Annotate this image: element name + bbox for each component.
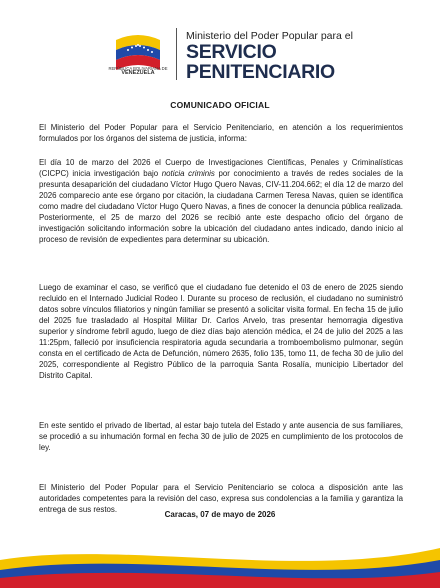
letterhead — [0, 0, 440, 96]
document-date: Caracas, 07 de mayo de 2026 — [164, 510, 276, 519]
logo-caption-line2: VENEZUELA — [121, 70, 155, 76]
logo-caption — [104, 66, 172, 76]
paragraph-3: Luego de examinar el caso, se verificó que el ciudadano fue detenido el 03 de enero de 2025 siendo recluido en el Internado Judicial Rodeo I. Durante su proceso de reclusión, el ciudadano no suministró datos sobre vínculos filiatorios y ningún familiar se presentó a solicitar visita formal. En fecha 15 de julio del 2025 fue trasladado al Hospital Militar Dr. Carlos Arvelo, tras presentar hemorragia digestiva superior y síndrome febril agudo, luego de diez días bajo atención médica, el 24 de julio del 2025 a las 11:25pm, falleció por insuficiencia respiratoria aguda secundaria a tromboembolismo pulmonar, según consta en el certificado de Acta de Defunción, número 2635, folio 135, tomo 11, de fecha 30 de julio del 2025, correspondiente al Registro Público de la parroquia Santa Rosalía, municipio Libertador del Distrito Capital. — [39, 283, 403, 380]
paragraph-1: El Ministerio del Poder Popular para el Servicio Penitenciario, en atención a los requerimientos formulados por los órganos del sistema de justicia, informa: — [39, 123, 403, 143]
service-title-line2: PENITENCIARIO — [186, 61, 335, 83]
service-title — [186, 42, 335, 82]
paragraph-4: En este sentido el privado de libertad, al estar bajo tutela del Estado y ante ausencia de sus familiares, se procedió a su inhumación formal en fecha 30 de julio de 2025 en cumplimiento de los protocolos de ley. — [39, 421, 403, 452]
paragraph-5: El Ministerio del Poder Popular para el Servicio Penitenciario se coloca a disposición ante las autoridades competentes para la revisión del caso, expresa sus condolencias a la familia y garantiza la entrega de sus restos. — [39, 483, 403, 514]
service-title-line1: SERVICIO — [186, 41, 277, 63]
flag-wave-footer — [0, 520, 440, 588]
paragraph-2-part-b: por conocimiento a través de redes sociales de la presunta desaparición del ciudadano Víctor Hugo Quero Navas, CIV-11.204.662; el día 12 de marzo del 2026 comparecio ante ese órgano por citación, la ciudadana Carmen Teresa Navas, quien se identifica como madre del ciudadano Víctor Hugo Quero Navas, a fines de conocer la denuncia pública realizada. Posteriormente, el 25 de marzo del 2026 se recibió ante este despacho oficio del órgano de investigación solicitando información sobre la ubicación del ciudadano antes indicado, dando inicio al proceso de revisión de expedientes para determinar su ubicación. — [39, 169, 404, 244]
header-divider — [176, 28, 177, 80]
document-title: COMUNICADO OFICIAL — [170, 100, 270, 110]
paragraph-2-italic: noticia criminis — [161, 169, 215, 178]
ministry-label: Ministerio del Poder Popular para el — [186, 30, 353, 42]
paragraph-2-part-a: El día 10 de marzo del 2026 el Cuerpo de Investigaciones Científicas, Penales y Criminalísticas (CICPC) inicia investigación bajo — [39, 158, 403, 178]
logo-caption-line1: REPÚBLICA BOLIVARIANA DE — [108, 66, 168, 71]
paragraph-2 — [39, 157, 403, 245]
